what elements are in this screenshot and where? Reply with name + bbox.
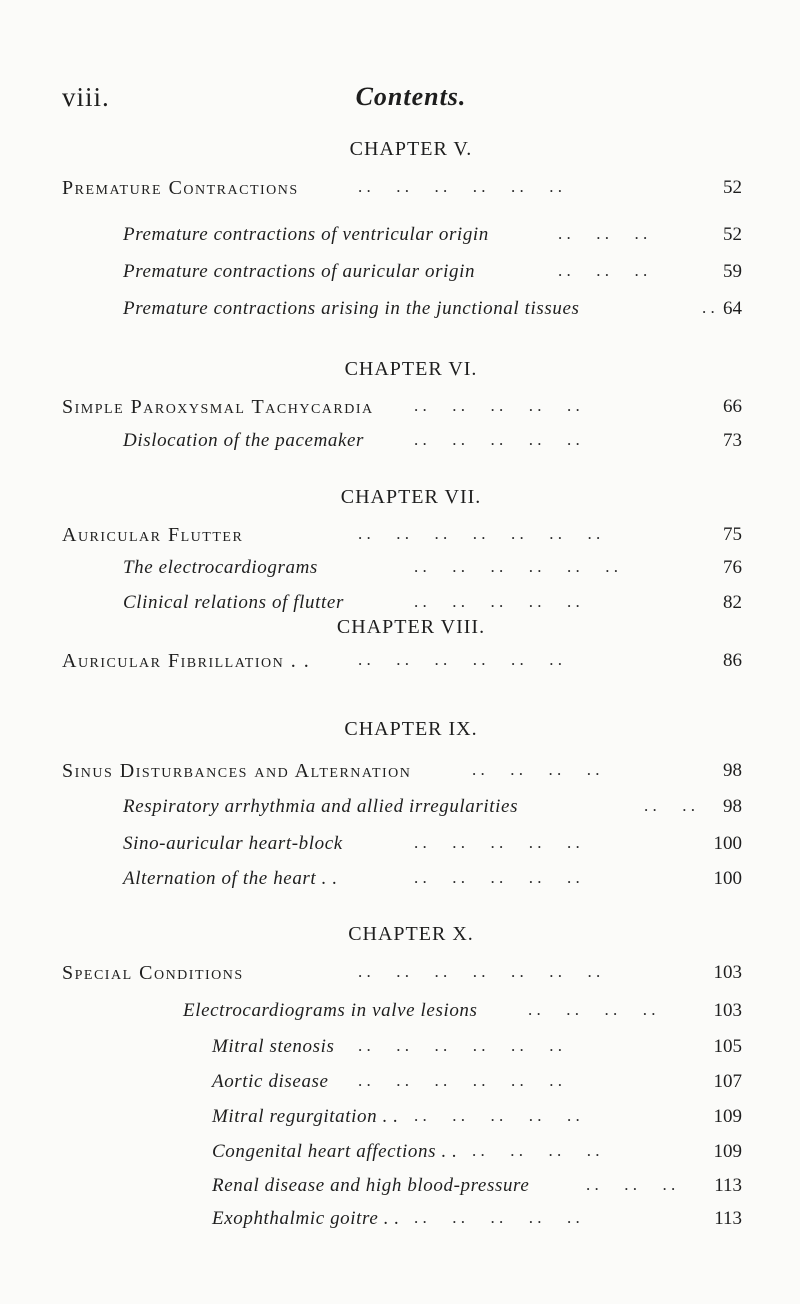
toc-entry xyxy=(0,1106,800,1136)
dot-leaders: . . . . . . xyxy=(586,1175,676,1194)
dot-leaders: . . . . . . . . . . xyxy=(414,868,580,887)
entry-title: Simple Paroxysmal Tachycardia xyxy=(62,396,374,418)
dot-leaders: . . . . . . . . . . . . xyxy=(414,557,618,576)
toc-entry xyxy=(0,868,800,898)
entry-page: 109 xyxy=(713,1141,742,1162)
toc-entry xyxy=(0,396,800,426)
entry-title: Mitral regurgitation . . xyxy=(212,1106,399,1127)
dot-leaders: . . . . . . . . . . . . xyxy=(358,177,562,196)
entry-title: Exophthalmic goitre . . xyxy=(212,1208,400,1229)
toc-entry xyxy=(0,224,800,254)
dot-leaders: . . . . . . xyxy=(558,261,648,280)
toc-entry xyxy=(0,833,800,863)
entry-page: 59 xyxy=(723,261,742,282)
entry-title: Congenital heart affections . . xyxy=(212,1141,458,1162)
running-title: Contents. xyxy=(355,82,467,111)
entry-title: Premature contractions of auricular origin xyxy=(123,261,476,282)
toc-entry xyxy=(0,760,800,790)
entry-page: 105 xyxy=(713,1036,742,1057)
dot-leaders: . . . . . . xyxy=(558,224,648,243)
entry-page: 86 xyxy=(723,650,742,671)
entry-page: 73 xyxy=(723,430,742,451)
entry-page: 75 xyxy=(723,524,742,545)
toc-entry xyxy=(0,650,800,680)
dot-leaders: . . . . . . . . . . . . . . xyxy=(358,962,601,981)
dot-leaders: . . . . . . . . . . xyxy=(414,1208,580,1227)
chapter-heading: CHAPTER VIII. xyxy=(336,616,486,638)
entry-title: Sino-auricular heart-block xyxy=(123,833,343,854)
dot-leaders: . . . . . . . . xyxy=(472,1141,600,1160)
entry-title: Mitral stenosis xyxy=(212,1036,335,1057)
entry-title: Aortic disease xyxy=(212,1071,329,1092)
chapter-heading: CHAPTER IX. xyxy=(344,718,478,740)
entry-page: 103 xyxy=(713,962,742,983)
dot-leaders: . . . . . . . . . . xyxy=(414,592,580,611)
entry-title: Special Conditions xyxy=(62,962,244,984)
dot-leaders: . . . . . . . . . . xyxy=(414,430,580,449)
dot-leaders: . . . . . . . . . . . . xyxy=(358,1071,562,1090)
entry-title: Alternation of the heart . . xyxy=(123,868,338,889)
entry-title: Sinus Disturbances and Alternation xyxy=(62,760,412,782)
entry-page: 52 xyxy=(723,224,742,245)
dot-leaders: . . . . xyxy=(644,796,695,815)
toc-entry xyxy=(0,557,800,587)
entry-page: 103 xyxy=(713,1000,742,1021)
entry-title: Dislocation of the pacemaker xyxy=(123,430,365,451)
dot-leaders: . . . . . . . . . . xyxy=(414,396,580,415)
entry-page: 107 xyxy=(713,1071,742,1092)
entry-title: Auricular Flutter xyxy=(62,524,244,546)
dot-leaders: . . xyxy=(702,298,715,317)
entry-title: Renal disease and high blood-pressure xyxy=(212,1175,530,1196)
entry-title: Auricular Fibrillation . . xyxy=(62,650,311,672)
toc-entry xyxy=(0,430,800,460)
entry-page: 100 xyxy=(713,833,742,854)
toc-entry xyxy=(0,1141,800,1171)
chapter-heading: CHAPTER V. xyxy=(349,138,473,160)
toc-entry xyxy=(0,1071,800,1101)
dot-leaders: . . . . . . . . . . . . . . xyxy=(358,524,601,543)
entry-title: Premature contractions arising in the junctional tissues xyxy=(123,298,580,319)
entry-title: The electrocardiograms xyxy=(123,557,318,578)
dot-leaders: . . . . . . . . xyxy=(472,760,600,779)
toc-entry xyxy=(0,796,800,826)
toc-entry xyxy=(0,177,800,207)
dot-leaders: . . . . . . . . xyxy=(528,1000,656,1019)
entry-page: 66 xyxy=(723,396,742,417)
entry-title: Clinical relations of flutter xyxy=(123,592,344,613)
chapter-heading: CHAPTER X. xyxy=(348,923,474,945)
toc-entry xyxy=(0,1000,800,1030)
entry-page: 52 xyxy=(723,177,742,198)
entry-page: 109 xyxy=(713,1106,742,1127)
toc-entry xyxy=(0,524,800,554)
chapter-heading: CHAPTER VII. xyxy=(340,486,482,508)
page-number: viii. xyxy=(62,82,110,112)
toc-entry xyxy=(0,261,800,291)
toc-entry xyxy=(0,1175,800,1205)
entry-title: Premature contractions of ventricular origin xyxy=(123,224,489,245)
entry-page: 100 xyxy=(713,868,742,889)
toc-entry xyxy=(0,1208,800,1238)
entry-page: 113 xyxy=(714,1208,742,1229)
dot-leaders: . . . . . . . . . . xyxy=(414,1106,580,1125)
entry-page: 64 xyxy=(723,298,742,319)
entry-page: 113 xyxy=(714,1175,742,1196)
entry-page: 82 xyxy=(723,592,742,613)
toc-entry xyxy=(0,298,800,328)
entry-page: 98 xyxy=(723,760,742,781)
entry-title: Respiratory arrhythmia and allied irregularities xyxy=(123,796,519,817)
toc-entry xyxy=(0,962,800,992)
entry-page: 98 xyxy=(723,796,742,817)
entry-title: Electrocardiograms in valve lesions xyxy=(183,1000,478,1021)
toc-entry xyxy=(0,1036,800,1066)
dot-leaders: . . . . . . . . . . . . xyxy=(358,1036,562,1055)
dot-leaders: . . . . . . . . . . . . xyxy=(358,650,562,669)
dot-leaders: . . . . . . . . . . xyxy=(414,833,580,852)
entry-title: Premature Contractions xyxy=(62,177,299,199)
chapter-heading: CHAPTER VI. xyxy=(344,358,478,380)
entry-page: 76 xyxy=(723,557,742,578)
